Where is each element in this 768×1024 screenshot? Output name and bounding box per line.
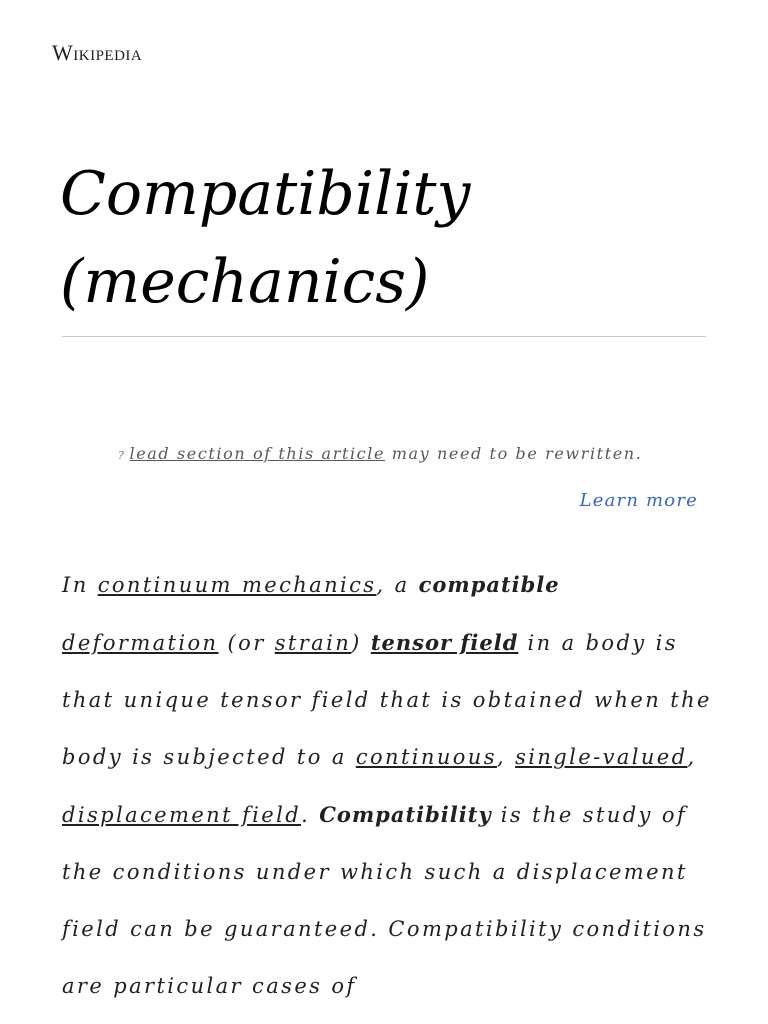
text-segment: (or [218,631,275,655]
link-deformation[interactable]: deformation [62,631,219,655]
maintenance-notice [118,444,642,463]
notice-icon: ? [118,449,126,462]
text-segment: , a [376,573,419,597]
text-segment: tensor field that is obtained when the body is subjected to a [62,688,712,769]
link-strain[interactable]: strain [274,631,352,655]
text-segment: is the study of the conditions under which such a displacement field can be guaranteed. Compatibility conditions are particular cases of [62,803,707,998]
article-lead-paragraph [62,556,722,1015]
link-continuous[interactable]: continuous [355,745,497,769]
page-title: Compatibility (mechanics) [60,159,471,317]
bold-term-compatible: compatible [418,572,560,597]
text-segment: . [301,803,320,827]
bold-term-tensor-field: tensor field [370,630,519,655]
text-segment: In [62,573,98,597]
text-segment: , [687,745,697,769]
text-segment: in a body is that [62,631,678,712]
bold-term-compatibility: Compatibility [319,802,492,827]
learn-more-link[interactable]: Learn more [579,490,698,511]
text-segment: , [496,745,516,769]
link-displacement-field[interactable]: displacement field [62,803,302,827]
link-continuum-mechanics[interactable]: continuum mechanics [97,573,377,597]
link-single-valued[interactable]: single-valued [515,745,688,769]
notice-text: may need to be rewritten. [385,444,643,463]
wikipedia-wordmark[interactable]: Wikipedia [52,40,143,65]
emphasis-unique: unique [123,688,212,712]
text-segment: ) [351,631,371,655]
title-divider [62,336,706,337]
link-tensor-field[interactable] [371,631,519,655]
lead-section-link[interactable]: lead section of this article [129,444,386,463]
